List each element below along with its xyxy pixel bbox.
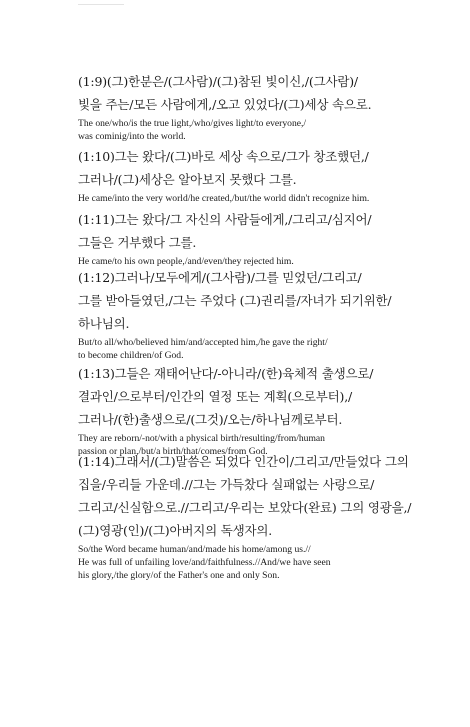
korean-line: 결과인/으로부터/인간의 열정 또는 계획(으로부터),/ (78, 389, 352, 404)
korean-line: (1:11)그는 왔다/그 자신의 사람들에게,/그리고/심지어/ (78, 212, 372, 227)
korean-line: (1:14)그래서/(그)말씀은 되었다 인간이/그리고/만들었다 그의 (78, 454, 409, 469)
korean-line: (1:12)그러나/모두에게/(그사람)/그를 믿었던/그리고/ (78, 270, 362, 285)
korean-line: 집을/우리들 가운데.//그는 가득찼다 실패없는 사랑으로/ (78, 477, 375, 492)
english-line: But/to all/who/believed him/and/accepted him,/he gave the right/ (78, 337, 328, 348)
verse-1-12 (78, 266, 458, 361)
english-line: So/the Word became human/and/made his home/among us.// (78, 544, 311, 555)
korean-line: 빛을 주는/모든 사람에게,/오고 있었다/(그)세상 속으로. (78, 97, 372, 112)
english-line: The one/who/is the true light,/who/gives light/to everyone,/ (78, 118, 307, 129)
english-line: was cominig/into the world. (78, 131, 186, 142)
korean-line: 그러나/(그)세상은 알아보지 못했다 그를. (78, 172, 297, 187)
english-line: to become children/of God. (78, 350, 184, 361)
korean-line: 그들은 거부했다 그를. (78, 235, 197, 250)
korean-line: (1:10)그는 왔다/(그)바로 세상 속으로/그가 창조했던,/ (78, 149, 369, 164)
verse-1-10 (78, 145, 458, 204)
english-line: He came/to his own people,/and/even/they rejected him. (78, 256, 294, 267)
korean-line: (1:9)(그)한분은/(그사람)/(그)참된 빛이신,/(그사람)/ (78, 74, 358, 89)
korean-line: (1:13)그들은 재태어난다/-아니라/(한)육체적 출생으로/ (78, 366, 374, 381)
korean-line: 그를 받아들였던,/그는 주었다 (그)권리를/자녀가 되기위한/ (78, 293, 392, 308)
english-line: his glory,/the glory/of the Father's one and only Son. (78, 570, 280, 581)
top-rule-divider (78, 4, 124, 5)
english-line: They are reborn/-not/with a physical birth/resulting/from/human (78, 433, 325, 444)
korean-line: 그러나/(한)출생으로/(그것)/오는/하나님께로부터. (78, 412, 343, 427)
english-line: He came/into the very world/he created,/but/the world didn't recognize him. (78, 193, 370, 204)
korean-line: (그)영광(인)/(그)아버지의 독생자의. (78, 523, 272, 538)
verse-1-11 (78, 208, 458, 267)
korean-line: 그리고/신실함으로.//그리고/우리는 보았다(완료) 그의 영광을,/ (78, 500, 412, 515)
english-line: He was full of unfailing love/and/faithfulness.//And/we have seen (78, 557, 331, 568)
verse-1-9 (78, 70, 458, 142)
verse-1-13 (78, 362, 458, 457)
korean-line: 하나님의. (78, 316, 130, 331)
verse-1-14 (78, 450, 458, 581)
english-line: passion or plan,/but/a birth/that/comes/from God. (78, 446, 268, 457)
